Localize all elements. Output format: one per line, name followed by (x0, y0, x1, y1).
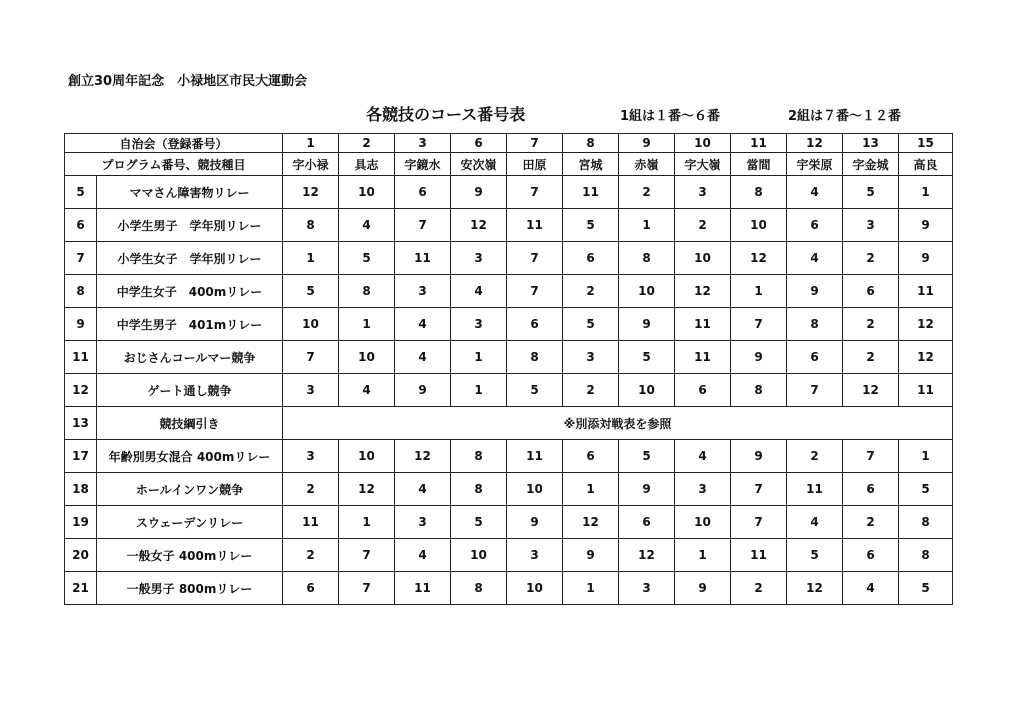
course-cell: 9 (787, 275, 843, 308)
assoc-number: 2 (339, 134, 395, 153)
course-cell: 2 (843, 308, 899, 341)
course-cell: 7 (339, 572, 395, 605)
course-cell: 8 (899, 506, 953, 539)
course-cell: 1 (619, 209, 675, 242)
program-number: 8 (65, 275, 97, 308)
course-cell: 4 (339, 374, 395, 407)
program-number: 21 (65, 572, 97, 605)
assoc-name: 田原 (507, 153, 563, 176)
course-cell: 9 (507, 506, 563, 539)
course-cell: 1 (451, 374, 507, 407)
course-cell: 7 (787, 374, 843, 407)
course-cell: 3 (451, 242, 507, 275)
course-cell: 2 (787, 440, 843, 473)
course-cell: 6 (619, 506, 675, 539)
course-cell: 5 (563, 209, 619, 242)
course-cell: 7 (283, 341, 339, 374)
course-cell: 10 (619, 275, 675, 308)
course-cell: 9 (731, 341, 787, 374)
course-cell: 3 (283, 440, 339, 473)
course-cell: 10 (339, 176, 395, 209)
course-cell: 2 (563, 275, 619, 308)
course-cell: 1 (563, 473, 619, 506)
course-cell: 10 (507, 473, 563, 506)
course-cell: 6 (395, 176, 451, 209)
course-cell: 5 (619, 440, 675, 473)
course-cell: 3 (395, 506, 451, 539)
course-cell: 6 (283, 572, 339, 605)
course-cell: 4 (395, 308, 451, 341)
course-cell: 3 (843, 209, 899, 242)
course-cell: 11 (507, 209, 563, 242)
assoc-name: 字小禄 (283, 153, 339, 176)
course-cell: 7 (731, 308, 787, 341)
course-cell: 11 (563, 176, 619, 209)
course-cell: 10 (731, 209, 787, 242)
table-row (65, 440, 953, 473)
course-cell: 9 (675, 572, 731, 605)
course-cell: 11 (899, 275, 953, 308)
course-cell: 2 (675, 209, 731, 242)
reference-note: ※別添対戦表を参照 (283, 407, 953, 440)
program-name: 中学生男子 401mリレー (97, 308, 283, 341)
course-cell: 4 (675, 440, 731, 473)
course-cell: 5 (339, 242, 395, 275)
course-cell: 9 (899, 209, 953, 242)
course-cell: 4 (395, 341, 451, 374)
course-cell: 6 (843, 275, 899, 308)
assoc-name: 字金城 (843, 153, 899, 176)
course-cell: 4 (787, 176, 843, 209)
course-cell: 10 (619, 374, 675, 407)
course-cell: 6 (787, 209, 843, 242)
course-cell: 7 (731, 473, 787, 506)
course-cell: 11 (675, 308, 731, 341)
course-cell: 12 (395, 440, 451, 473)
group2-note: 2組は７番～１２番 (788, 109, 902, 124)
course-cell: 4 (451, 275, 507, 308)
course-cell: 7 (507, 275, 563, 308)
course-cell: 4 (339, 209, 395, 242)
course-cell: 2 (843, 242, 899, 275)
table-row (65, 209, 953, 242)
assoc-number: 3 (395, 134, 451, 153)
course-cell: 12 (339, 473, 395, 506)
course-cell: 3 (675, 473, 731, 506)
assoc-number: 9 (619, 134, 675, 153)
assoc-name: 當間 (731, 153, 787, 176)
course-cell: 2 (843, 341, 899, 374)
course-cell: 9 (395, 374, 451, 407)
course-cell: 8 (899, 539, 953, 572)
course-cell: 12 (899, 308, 953, 341)
assoc-label: 自治会（登録番号） (65, 134, 283, 153)
program-name: 競技綱引き (97, 407, 283, 440)
course-cell: 6 (563, 440, 619, 473)
course-cell: 11 (395, 572, 451, 605)
course-cell: 1 (451, 341, 507, 374)
course-cell: 3 (395, 275, 451, 308)
program-name: 中学生女子 400mリレー (97, 275, 283, 308)
course-cell: 2 (563, 374, 619, 407)
program-number: 12 (65, 374, 97, 407)
course-cell: 12 (451, 209, 507, 242)
program-number: 6 (65, 209, 97, 242)
program-number: 13 (65, 407, 97, 440)
program-name: 小学生女子 学年別リレー (97, 242, 283, 275)
program-number: 5 (65, 176, 97, 209)
assoc-number: 13 (843, 134, 899, 153)
course-cell: 11 (675, 341, 731, 374)
course-cell: 11 (731, 539, 787, 572)
course-cell: 7 (507, 242, 563, 275)
assoc-name: 字鏡水 (395, 153, 451, 176)
table-row (65, 308, 953, 341)
program-name: ママさん障害物リレー (97, 176, 283, 209)
table-row (65, 341, 953, 374)
course-cell: 5 (787, 539, 843, 572)
assoc-name: 赤嶺 (619, 153, 675, 176)
course-cell: 5 (843, 176, 899, 209)
assoc-name: 宇栄原 (787, 153, 843, 176)
program-number: 20 (65, 539, 97, 572)
course-cell: 6 (787, 341, 843, 374)
course-cell: 1 (283, 242, 339, 275)
course-cell: 7 (395, 209, 451, 242)
course-cell: 8 (507, 341, 563, 374)
table-row (65, 473, 953, 506)
document-title: 各競技のコース番号表 (366, 105, 526, 124)
group1-note: 1組は１番～６番 (620, 109, 721, 124)
course-cell: 7 (339, 539, 395, 572)
course-cell: 5 (283, 275, 339, 308)
course-cell: 6 (507, 308, 563, 341)
course-cell: 3 (675, 176, 731, 209)
program-number: 7 (65, 242, 97, 275)
program-number: 11 (65, 341, 97, 374)
course-cell: 11 (507, 440, 563, 473)
table-row (65, 539, 953, 572)
course-cell: 3 (563, 341, 619, 374)
course-cell: 2 (843, 506, 899, 539)
course-cell: 2 (619, 176, 675, 209)
program-number: 9 (65, 308, 97, 341)
course-cell: 7 (507, 176, 563, 209)
course-cell: 12 (787, 572, 843, 605)
course-cell: 9 (619, 473, 675, 506)
course-cell: 9 (619, 308, 675, 341)
table-row (65, 275, 953, 308)
assoc-number: 1 (283, 134, 339, 153)
event-title: 創立30周年記念 小禄地区市民大運動会 (68, 74, 308, 89)
course-cell: 5 (619, 341, 675, 374)
course-cell: 1 (899, 440, 953, 473)
course-cell: 5 (563, 308, 619, 341)
course-cell: 3 (619, 572, 675, 605)
assoc-name: 宮城 (563, 153, 619, 176)
assoc-number: 6 (451, 134, 507, 153)
program-name: ホールインワン競争 (97, 473, 283, 506)
table-row (65, 176, 953, 209)
course-cell: 2 (283, 539, 339, 572)
course-cell: 12 (563, 506, 619, 539)
table-row (65, 374, 953, 407)
course-cell: 7 (843, 440, 899, 473)
header-row-assoc-numbers (65, 134, 953, 153)
course-cell: 11 (395, 242, 451, 275)
program-label: プログラム番号、競技種目 (65, 153, 283, 176)
course-cell: 11 (283, 506, 339, 539)
course-cell: 8 (339, 275, 395, 308)
course-cell: 11 (787, 473, 843, 506)
course-cell: 6 (563, 242, 619, 275)
table-row (65, 506, 953, 539)
assoc-name: 安次嶺 (451, 153, 507, 176)
course-cell: 5 (451, 506, 507, 539)
course-cell: 10 (675, 242, 731, 275)
program-name: 一般女子 400mリレー (97, 539, 283, 572)
course-cell: 10 (283, 308, 339, 341)
course-cell: 1 (339, 308, 395, 341)
assoc-number: 10 (675, 134, 731, 153)
course-cell: 3 (283, 374, 339, 407)
course-table (64, 133, 953, 605)
assoc-number: 7 (507, 134, 563, 153)
course-cell: 1 (675, 539, 731, 572)
program-number: 17 (65, 440, 97, 473)
course-cell: 8 (787, 308, 843, 341)
course-cell: 6 (675, 374, 731, 407)
course-cell: 12 (675, 275, 731, 308)
course-cell: 12 (619, 539, 675, 572)
course-cell: 5 (899, 473, 953, 506)
course-cell: 12 (899, 341, 953, 374)
course-cell: 8 (451, 572, 507, 605)
course-cell: 8 (451, 473, 507, 506)
course-cell: 5 (899, 572, 953, 605)
course-cell: 1 (339, 506, 395, 539)
course-cell: 9 (731, 440, 787, 473)
course-cell: 10 (339, 440, 395, 473)
header-row-assoc-names (65, 153, 953, 176)
course-cell: 8 (283, 209, 339, 242)
course-cell: 4 (787, 242, 843, 275)
course-cell: 1 (899, 176, 953, 209)
assoc-name: 字大嶺 (675, 153, 731, 176)
course-cell: 12 (283, 176, 339, 209)
assoc-number: 11 (731, 134, 787, 153)
assoc-number: 8 (563, 134, 619, 153)
course-cell: 9 (899, 242, 953, 275)
course-cell: 9 (563, 539, 619, 572)
course-cell: 4 (395, 539, 451, 572)
course-cell: 4 (395, 473, 451, 506)
program-name: 小学生男子 学年別リレー (97, 209, 283, 242)
course-cell: 10 (339, 341, 395, 374)
assoc-number: 15 (899, 134, 953, 153)
course-cell: 4 (843, 572, 899, 605)
course-cell: 10 (675, 506, 731, 539)
assoc-name: 高良 (899, 153, 953, 176)
course-cell: 12 (843, 374, 899, 407)
course-cell: 12 (731, 242, 787, 275)
table-row (65, 407, 953, 440)
course-cell: 2 (731, 572, 787, 605)
course-cell: 4 (787, 506, 843, 539)
program-name: おじさんコールマー競争 (97, 341, 283, 374)
course-cell: 3 (507, 539, 563, 572)
title-row (0, 102, 1024, 126)
assoc-number: 12 (787, 134, 843, 153)
course-cell: 5 (507, 374, 563, 407)
course-cell: 1 (563, 572, 619, 605)
course-cell: 6 (843, 539, 899, 572)
program-number: 19 (65, 506, 97, 539)
course-cell: 3 (451, 308, 507, 341)
program-name: 一般男子 800mリレー (97, 572, 283, 605)
course-cell: 1 (731, 275, 787, 308)
course-cell: 11 (899, 374, 953, 407)
course-cell: 6 (843, 473, 899, 506)
assoc-name: 具志 (339, 153, 395, 176)
course-cell: 2 (283, 473, 339, 506)
program-number: 18 (65, 473, 97, 506)
course-cell: 7 (731, 506, 787, 539)
program-name: スウェーデンリレー (97, 506, 283, 539)
program-name: ゲート通し競争 (97, 374, 283, 407)
program-name: 年齢別男女混合 400mリレー (97, 440, 283, 473)
course-cell: 8 (451, 440, 507, 473)
course-cell: 10 (451, 539, 507, 572)
course-cell: 9 (451, 176, 507, 209)
course-cell: 8 (731, 374, 787, 407)
table-row (65, 572, 953, 605)
table-row (65, 242, 953, 275)
course-cell: 8 (731, 176, 787, 209)
course-cell: 10 (507, 572, 563, 605)
course-cell: 8 (619, 242, 675, 275)
